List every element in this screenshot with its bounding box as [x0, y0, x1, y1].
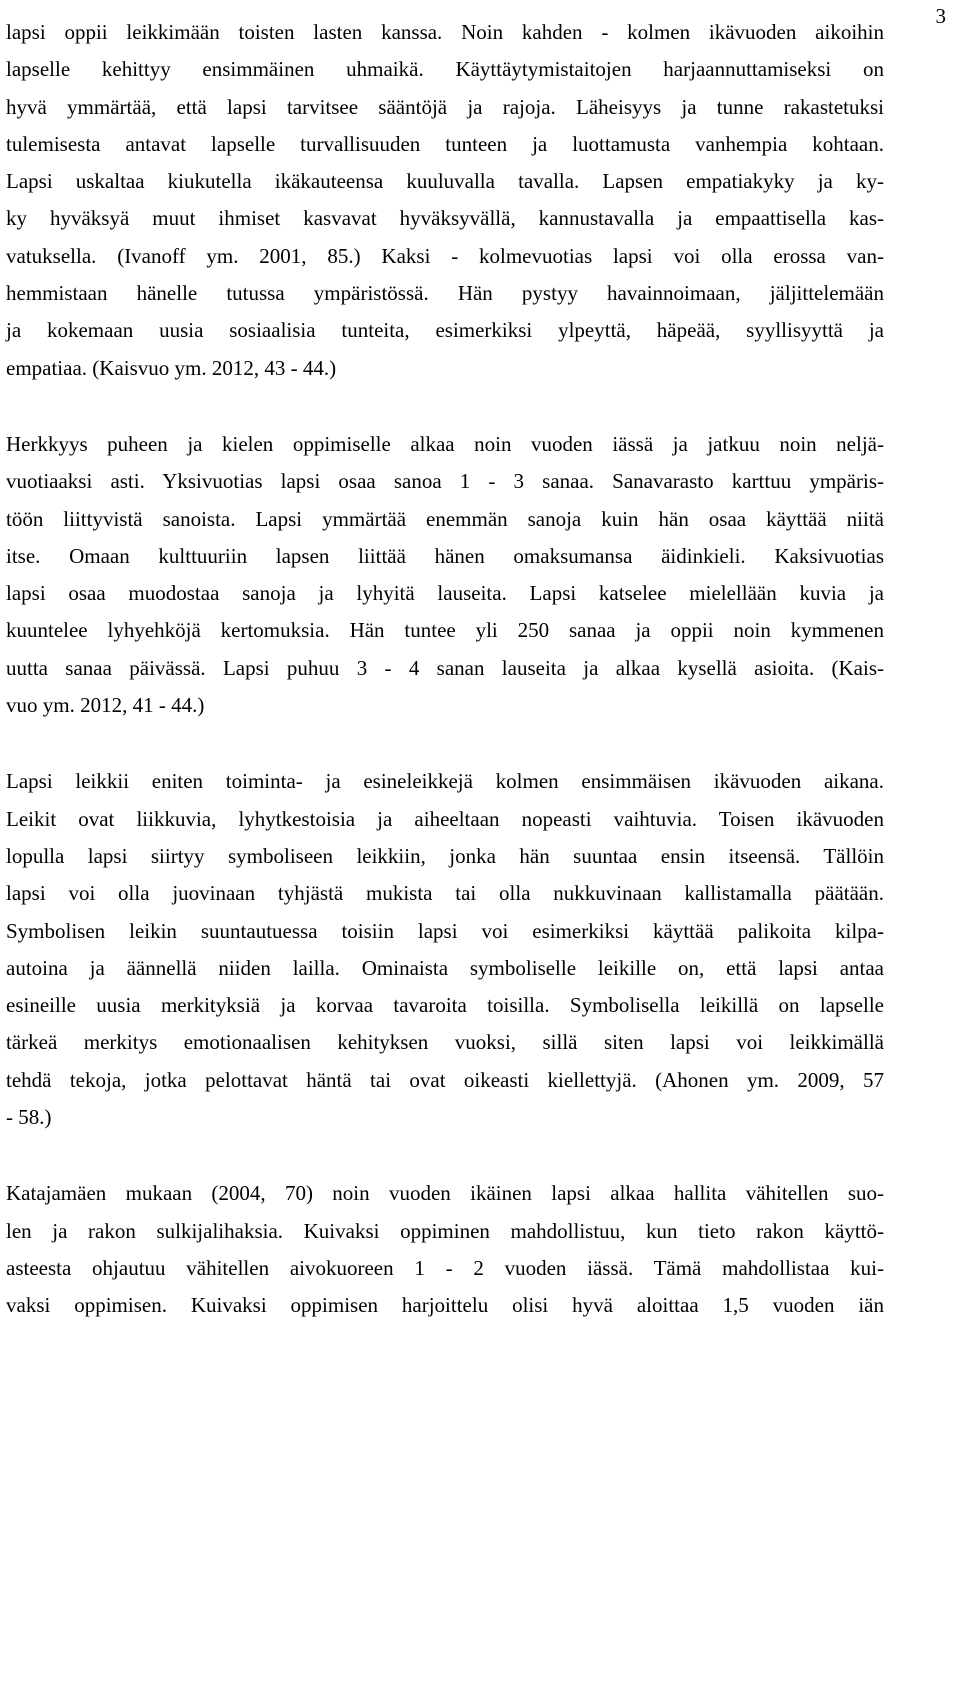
- text-line: vuo ym. 2012, 41 - 44.): [6, 693, 205, 718]
- text-line: empatiaa. (Kaisvuo ym. 2012, 43 - 44.): [6, 355, 337, 380]
- text-line: tehdä tekoja, jotka pelottavat häntä tai ovat oikeasti kiellettyjä. (Ahonen ym. 2009, 57: [6, 1067, 884, 1092]
- text-line: vatuksella. (Ivanoff ym. 2001, 85.) Kaksi - kolmevuotias lapsi voi olla erossa van-: [6, 243, 884, 268]
- page-number: 3: [935, 4, 946, 28]
- text-line: Katajamäen mukaan (2004, 70) noin vuoden ikäinen lapsi alkaa hallita vähitellen suo-: [6, 1181, 884, 1206]
- text-line: lapsi oppii leikkimään toisten lasten kanssa. Noin kahden - kolmen ikävuoden aikoihin: [6, 20, 884, 44]
- text-line: lapselle kehittyy ensimmäinen uhmaikä. Käyttäytymistaitojen harjaannuttamiseksi on: [6, 57, 884, 82]
- text-line: Leikit ovat liikkuvia, lyhytkestoisia ja aiheeltaan nopeasti vaihtuvia. Toisen ikävuoden: [6, 806, 884, 831]
- text-line: vuotiaaksi asti. Yksivuotias lapsi osaa sanoa 1 - 3 sanaa. Sanavarasto karttuu ympäris-: [6, 469, 884, 494]
- document-body: [6, 14, 884, 1325]
- paragraph: [6, 426, 884, 724]
- paragraph-spacer: [6, 387, 884, 426]
- text-line: Herkkyys puheen ja kielen oppimiselle alkaa noin vuoden iässä ja jatkuu noin neljä-: [6, 431, 884, 456]
- text-line: Symbolisen leikin suuntautuessa toisiin lapsi voi esimerkiksi käyttää palikoita kilpa-: [6, 918, 884, 943]
- text-line: hemmistaan hänelle tutussa ympäristössä. Hän pystyy havainnoimaan, jäljittelemään: [6, 281, 884, 306]
- text-line: - 58.): [6, 1105, 52, 1130]
- text-line: uutta sanaa päivässä. Lapsi puhuu 3 - 4 sanan lauseita ja alkaa kysellä asioita. (Kais-: [6, 655, 884, 680]
- text-line: hyvä ymmärtää, että lapsi tarvitsee sääntöjä ja rajoja. Läheisyys ja tunne rakastetuksi: [6, 94, 884, 119]
- text-line: asteesta ohjautuu vähitellen aivokuoreen 1 - 2 vuoden iässä. Tämä mahdollistaa kui-: [6, 1255, 884, 1280]
- paragraph-spacer: [6, 724, 884, 763]
- text-line: autoina ja äännellä niiden lailla. Ominaista symboliselle leikille on, että lapsi antaa: [6, 955, 884, 980]
- text-line: len ja rakon sulkijalihaksia. Kuivaksi oppiminen mahdollistuu, kun tieto rakon käyttö-: [6, 1218, 884, 1243]
- text-line: vaksi oppimisen. Kuivaksi oppimisen harjoittelu olisi hyvä aloittaa 1,5 vuoden iän: [6, 1293, 884, 1318]
- text-line: itse. Omaan kulttuuriin lapsen liittää hänen omaksumansa äidinkieli. Kaksivuotias: [6, 543, 884, 568]
- text-line: tulemisesta antavat lapselle turvallisuuden tunteen ja luottamusta vanhempia kohtaan.: [6, 131, 884, 156]
- text-line: lopulla lapsi siirtyy symboliseen leikkiin, jonka hän suuntaa ensin itseensä. Tällöin: [6, 843, 884, 868]
- text-line: Lapsi leikkii eniten toiminta- ja esineleikkejä kolmen ensimmäisen ikävuoden aikana.: [6, 769, 884, 794]
- text-line: kuuntelee lyhyehköjä kertomuksia. Hän tuntee yli 250 sanaa ja oppii noin kymmenen: [6, 618, 884, 643]
- text-line: ja kokemaan uusia sosiaalisia tunteita, esimerkiksi ylpeyttä, häpeää, syyllisyyttä ja: [6, 318, 884, 343]
- paragraph: [6, 14, 884, 387]
- text-line: tärkeä merkitys emotionaalisen kehityksen vuoksi, sillä siten lapsi voi leikkimällä: [6, 1030, 884, 1055]
- text-line: lapsi osaa muodostaa sanoja ja lyhyitä lauseita. Lapsi katselee mielellään kuvia ja: [6, 581, 884, 606]
- text-line: lapsi voi olla juovinaan tyhjästä mukista tai olla nukkuvinaan kallistamalla päätään.: [6, 881, 884, 906]
- paragraph-spacer: [6, 1136, 884, 1175]
- paragraph: [6, 1175, 884, 1324]
- text-line: töön liittyvistä sanoista. Lapsi ymmärtää enemmän sanoja kuin hän osaa käyttää niitä: [6, 506, 884, 531]
- text-line: esineille uusia merkityksiä ja korvaa tavaroita toisilla. Symbolisella leikillä on lapselle: [6, 993, 884, 1018]
- text-line: ky hyväksyä muut ihmiset kasvavat hyväksyvällä, kannustavalla ja empaattisella kas-: [6, 206, 884, 231]
- text-line: Lapsi uskaltaa kiukutella ikäkauteensa kuuluvalla tavalla. Lapsen empatiakyky ja ky-: [6, 169, 884, 194]
- paragraph: [6, 763, 884, 1136]
